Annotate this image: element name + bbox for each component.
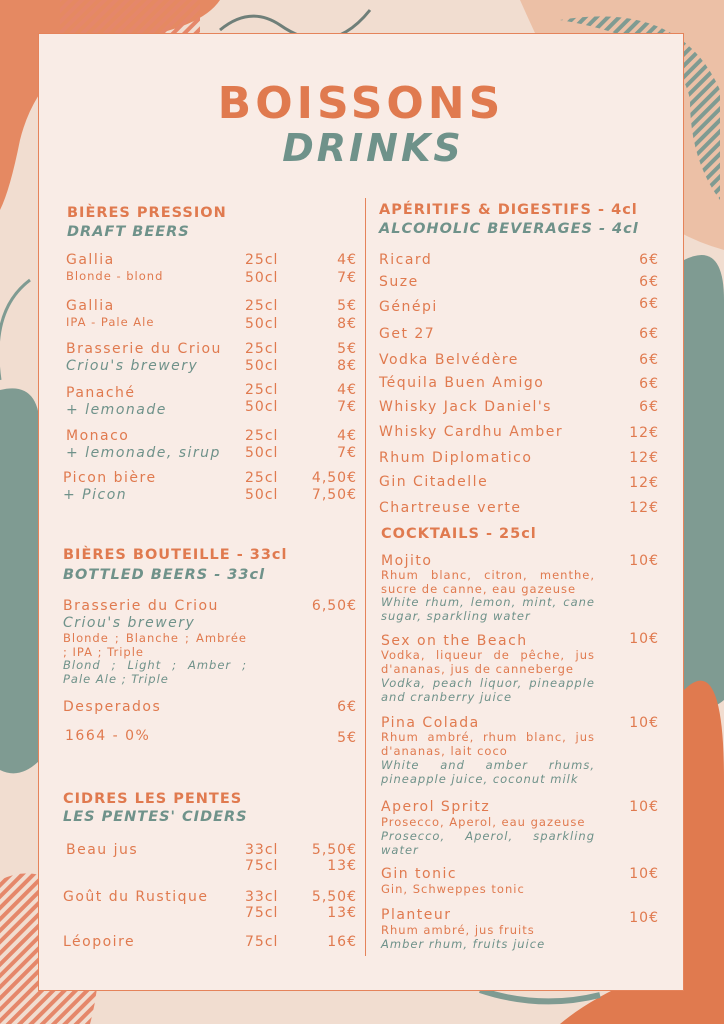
- section-subheading: LES PENTES' CIDERS: [63, 809, 248, 825]
- item-price: 6€: [639, 296, 659, 312]
- title-en: DRINKS: [282, 126, 464, 170]
- item-name: Pina Colada: [381, 715, 480, 731]
- item-price: 7,50€: [311, 487, 357, 503]
- item-name: Rhum Diplomatico: [379, 450, 533, 466]
- item-price: 8€: [337, 358, 357, 374]
- item-name: Brasserie du Criou: [66, 341, 222, 357]
- item-description: Rhum ambré, jus fruits: [381, 923, 535, 937]
- item-size: 33cl: [245, 842, 279, 858]
- item-price: 10€: [629, 866, 659, 882]
- item-name: Panaché: [66, 385, 136, 401]
- item-description: Prosecco, Aperol, eau gazeuse: [381, 815, 586, 829]
- item-size: 25cl: [245, 382, 279, 398]
- item-name: Brasserie du Criou: [63, 598, 219, 614]
- item-price: 10€: [629, 553, 659, 569]
- item-description-en: Amber rhum, fruits juice: [381, 937, 546, 951]
- item-sub: IPA - Pale Ale: [66, 315, 155, 329]
- item-description-en: White and amber rhums, pineapple juice, coconut milk: [381, 758, 595, 786]
- item-name: Gallia: [66, 298, 115, 314]
- item-price: 12€: [629, 475, 659, 491]
- column-divider: [365, 198, 366, 956]
- section-subheading: ALCOHOLIC BEVERAGES - 4cl: [379, 221, 639, 237]
- item-name: Téquila Buen Amigo: [379, 375, 545, 391]
- section-heading: BIÈRES BOUTEILLE - 33cl: [63, 547, 288, 563]
- item-price: 13€: [327, 905, 357, 921]
- item-price: 6,50€: [311, 598, 357, 614]
- item-sub: + lemonade: [66, 402, 167, 418]
- item-size: 75cl: [245, 905, 279, 921]
- item-size: 50cl: [245, 270, 279, 286]
- item-price: 8€: [337, 316, 357, 332]
- item-description-en: Prosecco, Aperol, sparkling water: [381, 829, 595, 857]
- item-sub: Criou's brewery: [63, 615, 196, 631]
- item-price: 10€: [629, 799, 659, 815]
- item-price: 5€: [337, 298, 357, 314]
- item-price: 7€: [337, 445, 357, 461]
- item-size: 25cl: [245, 428, 279, 444]
- item-price: 6€: [639, 376, 659, 392]
- item-price: 13€: [327, 858, 357, 874]
- item-size: 50cl: [245, 399, 279, 415]
- item-price: 10€: [629, 910, 659, 926]
- item-price: 12€: [629, 425, 659, 441]
- item-price: 12€: [629, 450, 659, 466]
- item-price: 6€: [639, 252, 659, 268]
- item-size: 50cl: [245, 487, 279, 503]
- item-sub: Blonde - blond: [66, 269, 164, 283]
- menu-card: [38, 33, 684, 991]
- item-size: 25cl: [245, 298, 279, 314]
- item-sub: + lemonade, sirup: [66, 445, 221, 461]
- section-heading: CIDRES LES PENTES: [63, 791, 243, 807]
- item-description: Blonde ; Blanche ; Ambrée ; IPA ; Triple: [63, 631, 247, 659]
- item-price: 7€: [337, 270, 357, 286]
- item-size: 25cl: [245, 252, 279, 268]
- item-description: Vodka, liqueur de pêche, jus d'ananas, jus de canneberge: [381, 648, 595, 676]
- item-size: 50cl: [245, 358, 279, 374]
- item-name: Goût du Rustique: [63, 889, 209, 905]
- item-size: 50cl: [245, 445, 279, 461]
- section-heading: APÉRITIFS & DIGESTIFS - 4cl: [379, 202, 638, 218]
- item-price: 12€: [629, 500, 659, 516]
- item-description-en: Vodka, peach liquor, pineapple and cranberry juice: [381, 676, 595, 704]
- section-heading: BIÈRES PRESSION: [67, 205, 227, 221]
- item-price: 5€: [337, 341, 357, 357]
- item-price: 10€: [629, 631, 659, 647]
- item-name: Whisky Cardhu Amber: [379, 424, 564, 440]
- item-description-en: Blond ; Light ; Amber ; Pale Ale ; Triple: [63, 658, 247, 686]
- item-price: 6€: [639, 352, 659, 368]
- item-price: 10€: [629, 715, 659, 731]
- item-name: Chartreuse verte: [379, 500, 522, 516]
- item-name: Léopoire: [63, 934, 136, 950]
- item-name: Picon bière: [63, 470, 157, 486]
- item-name: Gallia: [66, 252, 115, 268]
- title-fr: BOISSONS: [217, 78, 505, 129]
- item-size: 33cl: [245, 889, 279, 905]
- item-description: Rhum ambré, rhum blanc, jus d'ananas, lait coco: [381, 730, 595, 758]
- item-name: Gin tonic: [381, 866, 458, 882]
- item-price: 5,50€: [311, 889, 357, 905]
- item-price: 16€: [327, 934, 357, 950]
- item-price: 5,50€: [311, 842, 357, 858]
- item-price: 6€: [639, 326, 659, 342]
- item-price: 5€: [337, 730, 357, 746]
- item-name: Sex on the Beach: [381, 633, 528, 649]
- item-price: 4€: [337, 252, 357, 268]
- item-size: 25cl: [245, 470, 279, 486]
- section-subheading: DRAFT BEERS: [67, 224, 190, 240]
- item-name: Get 27: [379, 326, 436, 342]
- item-description-en: White rhum, lemon, mint, cane sugar, sparkling water: [381, 595, 595, 623]
- item-name: Mojito: [381, 553, 433, 569]
- item-name: Monaco: [66, 428, 130, 444]
- item-sub: Criou's brewery: [66, 358, 199, 374]
- item-price: 4€: [337, 428, 357, 444]
- item-size: 50cl: [245, 316, 279, 332]
- item-name: Suze: [379, 274, 419, 290]
- item-price: 6€: [337, 699, 357, 715]
- section-subheading: BOTTLED BEERS - 33cl: [63, 567, 266, 583]
- item-name: 1664 - 0%: [65, 728, 151, 744]
- item-name: Vodka Belvédère: [379, 352, 519, 368]
- item-name: Gin Citadelle: [379, 474, 489, 490]
- item-size: 75cl: [245, 858, 279, 874]
- item-description: Rhum blanc, citron, menthe, sucre de canne, eau gazeuse: [381, 568, 595, 596]
- item-name: Beau jus: [66, 842, 139, 858]
- item-price: 4€: [337, 382, 357, 398]
- item-price: 6€: [639, 274, 659, 290]
- item-name: Desperados: [63, 699, 162, 715]
- item-name: Whisky Jack Daniel's: [379, 399, 552, 415]
- item-size: 25cl: [245, 341, 279, 357]
- item-size: 75cl: [245, 934, 279, 950]
- item-name: Aperol Spritz: [381, 799, 491, 815]
- item-price: 6€: [639, 399, 659, 415]
- item-name: Génépi: [379, 299, 438, 315]
- item-description: Gin, Schweppes tonic: [381, 882, 525, 896]
- item-price: 7€: [337, 399, 357, 415]
- item-name: Ricard: [379, 252, 433, 268]
- item-price: 4,50€: [311, 470, 357, 486]
- item-sub: + Picon: [63, 487, 128, 503]
- item-name: Planteur: [381, 907, 452, 923]
- section-heading: COCKTAILS - 25cl: [381, 526, 537, 542]
